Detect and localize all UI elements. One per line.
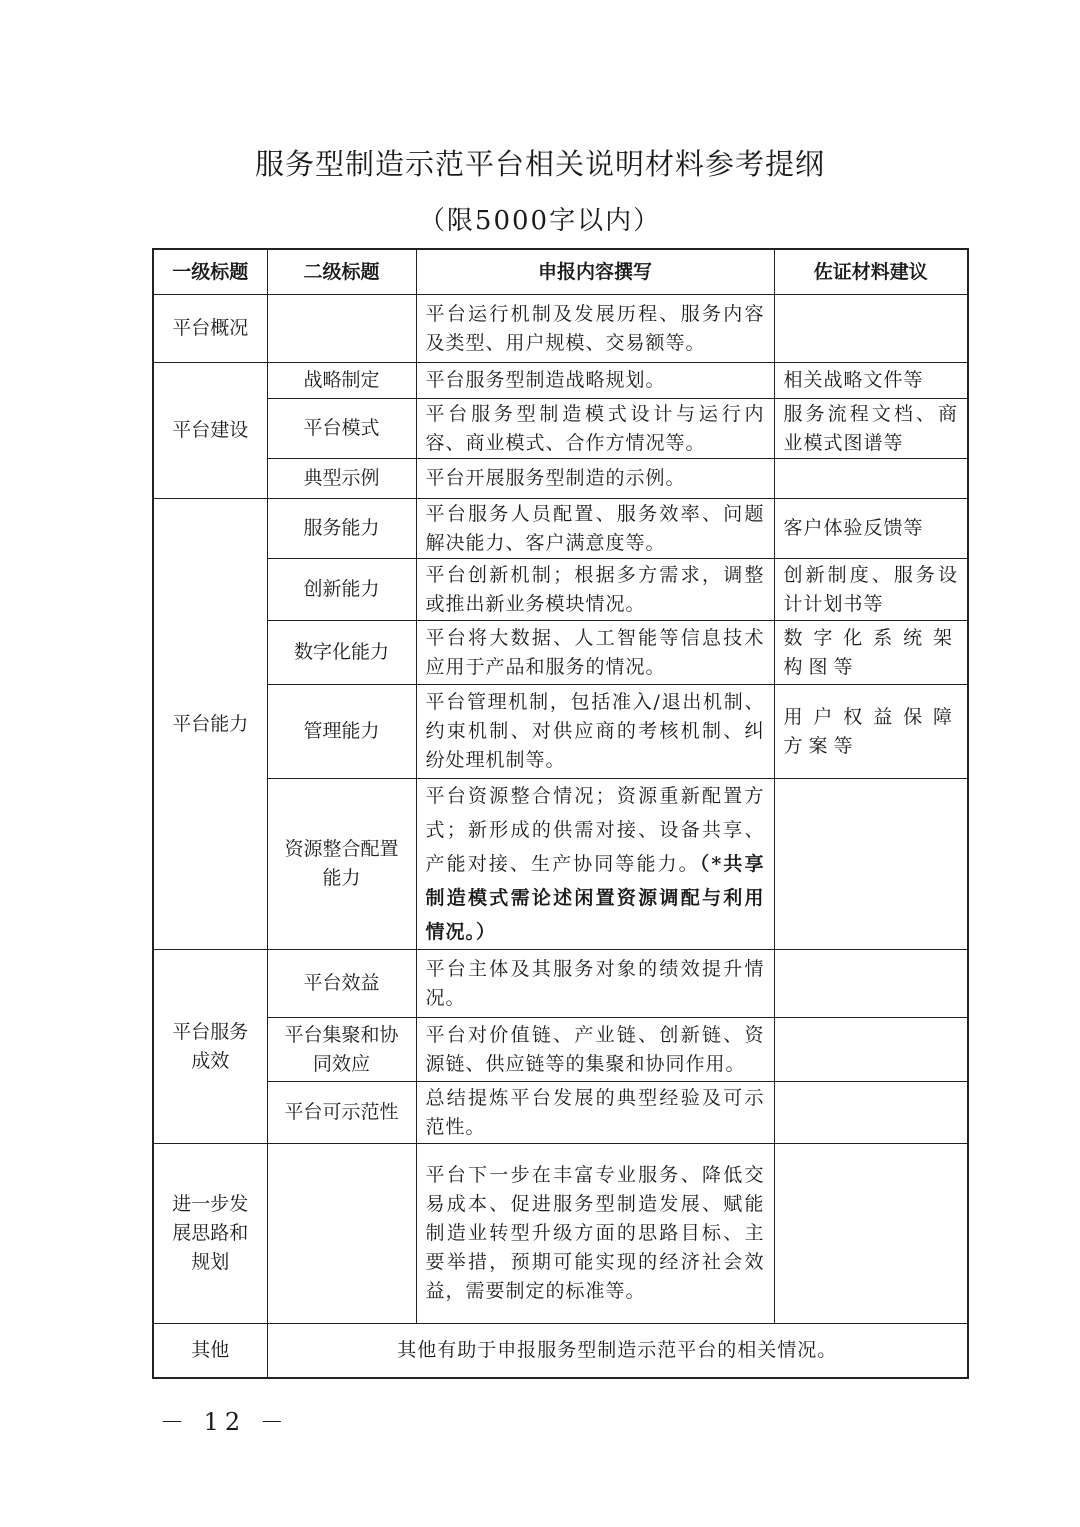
content-cell: 平台下一步在丰富专业服务、降低交易成本、促进服务型制造发展、赋能制造业转型升级方面的思路目标、主要举措，预期可能实现的经济社会效益，需要制定的标准等。 (416, 1144, 774, 1324)
evidence-cell (774, 295, 968, 363)
content-cell: 平台服务人员配置、服务效率、问题解决能力、客户满意度等。 (416, 499, 774, 559)
level2-cell: 服务能力 (267, 499, 416, 559)
level2-cell: 典型示例 (267, 459, 416, 499)
content-cell: 平台创新机制；根据多方需求，调整或推出新业务模块情况。 (416, 559, 774, 621)
content-cell: 平台服务型制造战略规划。 (416, 363, 774, 399)
header-content: 申报内容撰写 (416, 249, 774, 295)
evidence-cell (774, 950, 968, 1018)
table-row (153, 685, 968, 779)
level2-cell: 资源整合配置能力 (267, 779, 416, 950)
level2-cell: 管理能力 (267, 685, 416, 779)
table-row (153, 1324, 968, 1378)
header-evidence: 佐证材料建议 (774, 249, 968, 295)
table-row (153, 1082, 968, 1144)
page-number: － 12 － (160, 1408, 290, 1436)
level2-cell: 平台可示范性 (267, 1082, 416, 1144)
level1-cell: 平台能力 (153, 499, 267, 950)
level2-cell: 平台模式 (267, 399, 416, 459)
table-row (153, 621, 968, 685)
evidence-cell (774, 1144, 968, 1324)
other-content-cell: 其他有助于申报服务型制造示范平台的相关情况。 (267, 1324, 968, 1378)
evidence-cell (774, 459, 968, 499)
evidence-cell (774, 1082, 968, 1144)
level1-cell: 平台建设 (153, 363, 267, 499)
content-cell: 平台运行机制及发展历程、服务内容及类型、用户规模、交易额等。 (416, 295, 774, 363)
content-cell: 平台开展服务型制造的示例。 (416, 459, 774, 499)
evidence-cell: 服务流程文档、商业模式图谱等 (774, 399, 968, 459)
content-cell: 平台对价值链、产业链、创新链、资源链、供应链等的集聚和协同作用。 (416, 1018, 774, 1082)
evidence-cell: 数字化系统架构图等 (774, 621, 968, 685)
content-cell: 总结提炼平台发展的典型经验及可示范性。 (416, 1082, 774, 1144)
table-row (153, 950, 968, 1018)
content-cell: 平台将大数据、人工智能等信息技术应用于产品和服务的情况。 (416, 621, 774, 685)
level1-cell: 平台服务成效 (153, 950, 267, 1144)
evidence-cell: 相关战略文件等 (774, 363, 968, 399)
level2-cell (267, 1144, 416, 1324)
table-row (153, 363, 968, 399)
level2-cell: 数字化能力 (267, 621, 416, 685)
document-subtitle: （限5000字以内） (418, 206, 662, 236)
content-cell: 平台管理机制，包括准入/退出机制、约束机制、对供应商的考核机制、纠纷处理机制等。 (416, 685, 774, 779)
header-level2: 二级标题 (267, 249, 416, 295)
content-bold-note: （*共享制造模式需论述闲置资源调配与利用情况。） (425, 853, 765, 943)
evidence-cell (774, 779, 968, 950)
document-title: 服务型制造示范平台相关说明材料参考提纲 (254, 147, 825, 181)
table-header-row (153, 249, 968, 295)
table-row (153, 459, 968, 499)
level1-cell: 进一步发展思路和规划 (153, 1144, 267, 1324)
level2-cell: 平台效益 (267, 950, 416, 1018)
outline-table (152, 248, 969, 1379)
level2-cell (267, 295, 416, 363)
level1-cell: 平台概况 (153, 295, 267, 363)
level2-cell: 战略制定 (267, 363, 416, 399)
content-cell: 平台主体及其服务对象的绩效提升情况。 (416, 950, 774, 1018)
table-row (153, 499, 968, 559)
table-row (153, 399, 968, 459)
table-row (153, 559, 968, 621)
level2-cell: 创新能力 (267, 559, 416, 621)
content-cell (416, 779, 774, 950)
table-row (153, 1018, 968, 1082)
table-row (153, 779, 968, 950)
level1-cell: 其他 (153, 1324, 267, 1378)
table-row (153, 1144, 968, 1324)
header-level1: 一级标题 (153, 249, 267, 295)
evidence-cell: 用户权益保障方案等 (774, 685, 968, 779)
level2-cell: 平台集聚和协同效应 (267, 1018, 416, 1082)
evidence-cell: 创新制度、服务设计计划书等 (774, 559, 968, 621)
evidence-cell: 客户体验反馈等 (774, 499, 968, 559)
content-cell: 平台服务型制造模式设计与运行内容、商业模式、合作方情况等。 (416, 399, 774, 459)
content-text: 平台资源整合情况；资源重新配置方式；新形成的供需对接、设备共享、产能对接、生产协同等能力。 (425, 785, 765, 875)
evidence-cell (774, 1018, 968, 1082)
table-row (153, 295, 968, 363)
